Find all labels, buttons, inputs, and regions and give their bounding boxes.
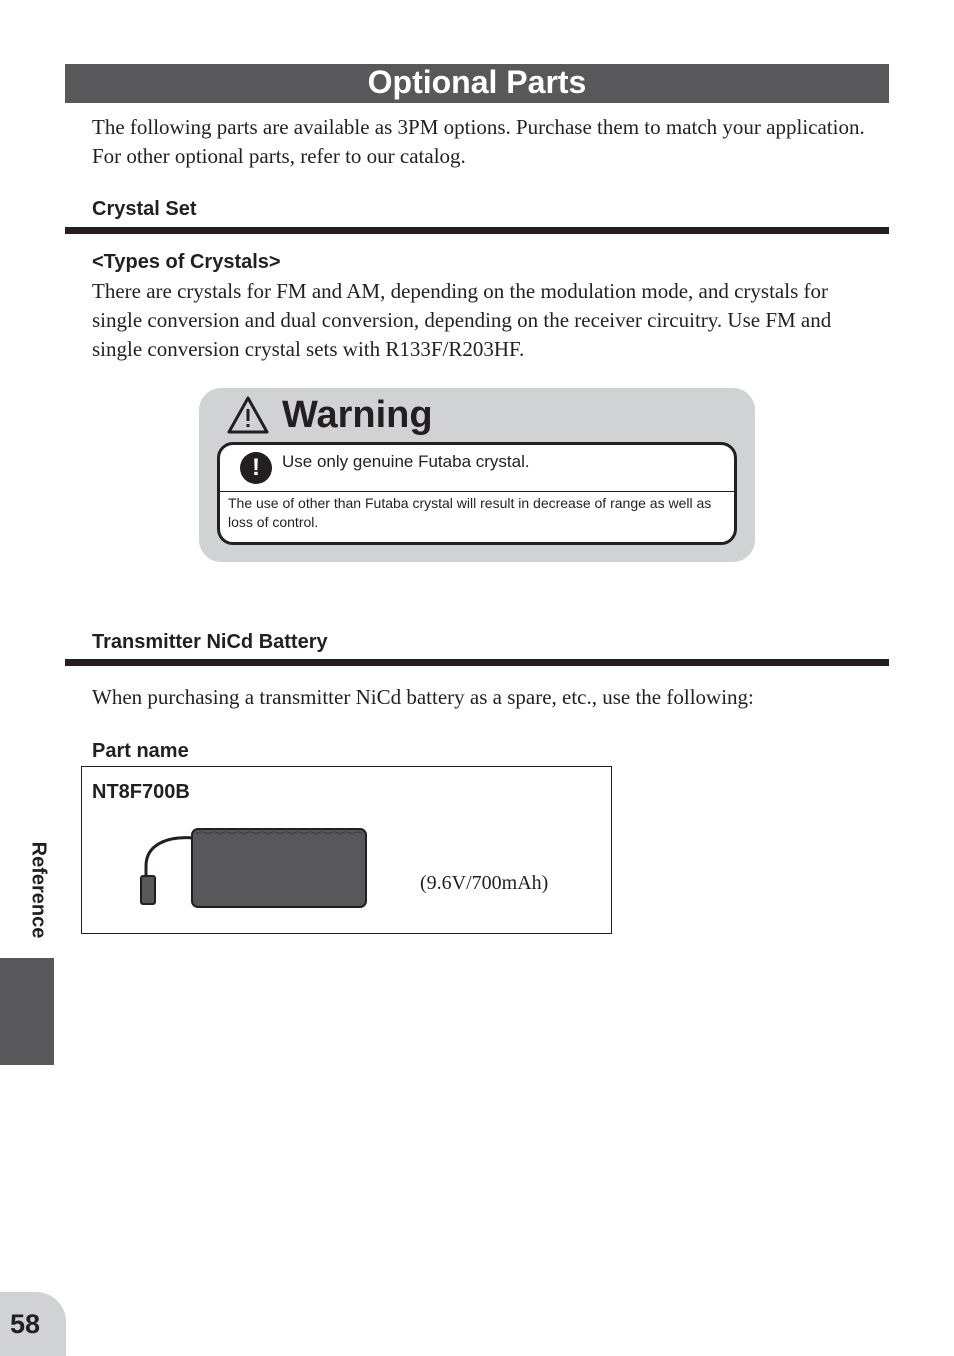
crystal-types-subheading: <Types of Crystals>: [92, 251, 281, 273]
side-tab-label: Reference: [27, 841, 50, 939]
warning-divider: [220, 491, 734, 492]
crystal-types-paragraph: There are crystals for FM and AM, depending on the modulation mode, and crystals for single conversion and dual conversion, depending on the receiver circuitry. Use FM and single conversion crystal sets with R133F/R203HF.: [92, 279, 832, 361]
part-name-label: Part name: [92, 740, 189, 762]
section-divider: [65, 659, 889, 666]
battery-paragraph: When purchasing a transmitter NiCd battery as a spare, etc., use the following:: [92, 685, 754, 709]
part-code: NT8F700B: [92, 781, 190, 803]
warning-main-text: Use only genuine Futaba crystal.: [282, 452, 530, 471]
battery-spec: (9.6V/700mAh): [420, 872, 549, 894]
side-tab: [0, 958, 54, 1065]
warning-title: Warning: [282, 394, 433, 436]
battery-pack-image: [138, 826, 370, 908]
battery-heading: Transmitter NiCd Battery: [92, 631, 328, 653]
warning-triangle-icon: [226, 395, 270, 435]
crystal-set-heading: Crystal Set: [92, 198, 197, 220]
warning-detail-text: The use of other than Futaba crystal will result in decrease of range as well as loss of control.: [228, 495, 712, 530]
intro-paragraph: The following parts are available as 3PM options. Purchase them to match your application. For other optional parts, refer to our catalog.: [92, 115, 865, 168]
page-title: Optional Parts: [65, 64, 889, 103]
section-divider: [65, 227, 889, 234]
exclamation-icon: !: [240, 452, 272, 484]
page-number: 58: [10, 1309, 41, 1339]
